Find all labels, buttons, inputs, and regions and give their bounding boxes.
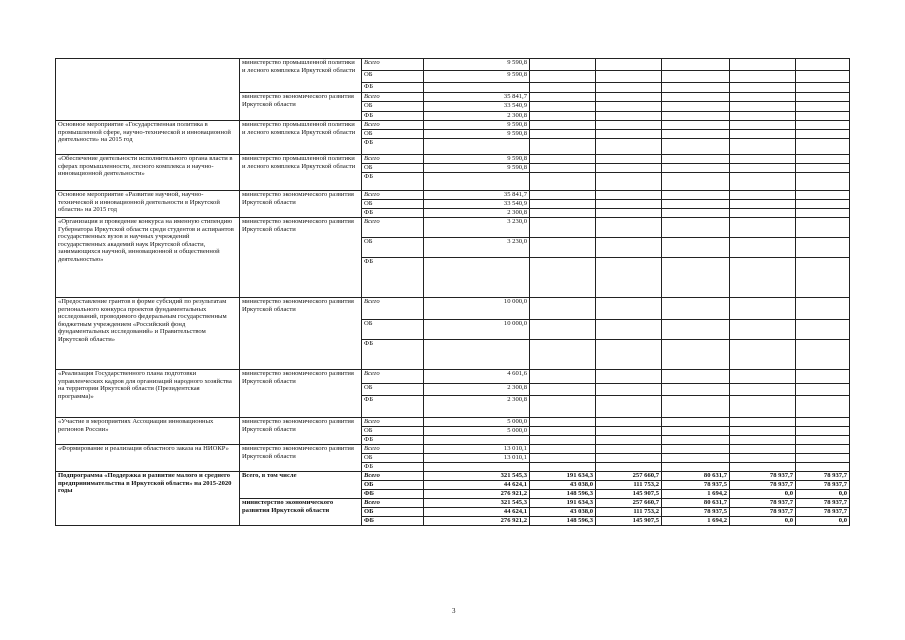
amount-cell xyxy=(796,218,850,238)
amount-cell xyxy=(662,83,730,93)
amount-cell xyxy=(796,139,850,155)
amount-cell: 0,0 xyxy=(730,490,796,499)
funding-source: ОБ xyxy=(362,320,424,340)
amount-cell: 35 841,7 xyxy=(424,93,530,102)
amount-cell xyxy=(424,83,530,93)
budget-table xyxy=(55,58,850,526)
amount-cell xyxy=(596,209,662,218)
amount-cell: 1 694,2 xyxy=(662,490,730,499)
amount-cell xyxy=(730,454,796,463)
amount-cell xyxy=(662,218,730,238)
amount-cell xyxy=(596,463,662,472)
amount-cell xyxy=(662,298,730,320)
amount-cell xyxy=(530,218,596,238)
amount-cell xyxy=(596,102,662,112)
amount-cell: 35 841,7 xyxy=(424,191,530,200)
amount-cell xyxy=(730,71,796,83)
amount-cell xyxy=(530,436,596,445)
amount-cell xyxy=(596,427,662,436)
amount-cell: 5 000,0 xyxy=(424,427,530,436)
amount-cell: 9 590,8 xyxy=(424,164,530,173)
amount-cell xyxy=(662,427,730,436)
funding-source: ФБ xyxy=(362,173,424,191)
amount-cell: 3 230,0 xyxy=(424,218,530,238)
amount-cell xyxy=(530,71,596,83)
amount-cell xyxy=(662,370,730,384)
amount-cell: 2 300,8 xyxy=(424,112,530,121)
responsible-executor: Всего, в том числе xyxy=(240,472,362,499)
amount-cell xyxy=(424,139,530,155)
amount-cell xyxy=(796,258,850,298)
amount-cell xyxy=(596,396,662,418)
amount-cell xyxy=(796,209,850,218)
amount-cell: 44 624,1 xyxy=(424,481,530,490)
amount-cell: 80 631,7 xyxy=(662,472,730,481)
amount-cell xyxy=(530,340,596,370)
amount-cell xyxy=(796,436,850,445)
amount-cell: 78 937,7 xyxy=(796,481,850,490)
funding-source: ОБ xyxy=(362,238,424,258)
amount-cell xyxy=(730,445,796,454)
funding-source: ОБ xyxy=(362,164,424,173)
amount-cell xyxy=(662,418,730,427)
amount-cell xyxy=(796,370,850,384)
funding-source: Всего xyxy=(362,298,424,320)
amount-cell xyxy=(662,384,730,396)
amount-cell xyxy=(796,298,850,320)
activity-description: Подпрограмма «Поддержка и развитие малого и среднего предпринимательства в Иркутской области» на 2015-2020 годы xyxy=(56,472,240,526)
amount-cell xyxy=(662,102,730,112)
responsible-executor: министерство экономического развития Иркутской области xyxy=(240,370,362,418)
amount-cell xyxy=(662,121,730,130)
amount-cell xyxy=(530,83,596,93)
amount-cell xyxy=(662,340,730,370)
amount-cell xyxy=(530,209,596,218)
amount-cell xyxy=(596,112,662,121)
amount-cell: 78 937,7 xyxy=(796,499,850,508)
table-row xyxy=(56,155,850,164)
funding-source: ФБ xyxy=(362,490,424,499)
amount-cell xyxy=(530,139,596,155)
amount-cell xyxy=(730,370,796,384)
amount-cell xyxy=(730,418,796,427)
amount-cell xyxy=(730,340,796,370)
amount-cell xyxy=(796,121,850,130)
amount-cell xyxy=(596,93,662,102)
amount-cell xyxy=(662,139,730,155)
amount-cell xyxy=(662,396,730,418)
amount-cell xyxy=(796,320,850,340)
table-row xyxy=(56,298,850,320)
amount-cell xyxy=(796,59,850,71)
funding-source: ОБ xyxy=(362,481,424,490)
funding-source: Всего xyxy=(362,59,424,71)
amount-cell xyxy=(730,173,796,191)
funding-source: ФБ xyxy=(362,340,424,370)
table-row xyxy=(56,218,850,238)
amount-cell: 0,0 xyxy=(730,517,796,526)
amount-cell xyxy=(730,191,796,200)
amount-cell xyxy=(530,454,596,463)
amount-cell xyxy=(796,427,850,436)
funding-source: ФБ xyxy=(362,517,424,526)
amount-cell: 78 937,7 xyxy=(730,508,796,517)
amount-cell xyxy=(530,200,596,209)
amount-cell: 3 230,0 xyxy=(424,238,530,258)
responsible-executor: министерство экономического развития Иркутской области xyxy=(240,191,362,218)
amount-cell xyxy=(662,445,730,454)
amount-cell: 191 634,3 xyxy=(530,472,596,481)
amount-cell xyxy=(730,396,796,418)
amount-cell: 5 000,0 xyxy=(424,418,530,427)
funding-source: Всего xyxy=(362,191,424,200)
amount-cell xyxy=(596,59,662,71)
amount-cell xyxy=(730,209,796,218)
amount-cell xyxy=(730,112,796,121)
amount-cell xyxy=(796,418,850,427)
amount-cell xyxy=(662,463,730,472)
funding-source: Всего xyxy=(362,121,424,130)
amount-cell xyxy=(530,384,596,396)
amount-cell: 9 590,8 xyxy=(424,155,530,164)
amount-cell xyxy=(730,155,796,164)
amount-cell xyxy=(596,445,662,454)
funding-source: Всего xyxy=(362,418,424,427)
amount-cell xyxy=(796,83,850,93)
amount-cell xyxy=(662,164,730,173)
amount-cell xyxy=(730,238,796,258)
amount-cell xyxy=(662,191,730,200)
amount-cell xyxy=(662,130,730,139)
amount-cell xyxy=(662,173,730,191)
amount-cell xyxy=(530,418,596,427)
responsible-executor: министерство промышленной политики и лесного комплекса Иркутской области xyxy=(240,59,362,93)
amount-cell xyxy=(530,238,596,258)
activity-description xyxy=(56,59,240,121)
amount-cell xyxy=(730,427,796,436)
funding-source: ОБ xyxy=(362,454,424,463)
amount-cell: 9 590,8 xyxy=(424,71,530,83)
amount-cell: 257 660,7 xyxy=(596,472,662,481)
amount-cell xyxy=(596,155,662,164)
amount-cell xyxy=(596,320,662,340)
amount-cell: 321 545,3 xyxy=(424,499,530,508)
funding-source: ОБ xyxy=(362,200,424,209)
amount-cell xyxy=(730,436,796,445)
amount-cell xyxy=(530,93,596,102)
amount-cell: 0,0 xyxy=(796,517,850,526)
amount-cell xyxy=(730,200,796,209)
amount-cell: 145 907,5 xyxy=(596,490,662,499)
amount-cell: 10 000,0 xyxy=(424,320,530,340)
amount-cell: 9 590,8 xyxy=(424,59,530,71)
amount-cell: 78 937,5 xyxy=(662,508,730,517)
amount-cell xyxy=(796,71,850,83)
activity-description: «Обеспечение деятельности исполнительного органа власти в сферах промышленности, лесного комплекса и научно-инновационной деятельности» xyxy=(56,155,240,191)
activity-description: «Реализация Государственного плана подготовки управленческих кадров для организаций народного хозяйства на территории Иркутской области (Президентская программа)» xyxy=(56,370,240,418)
amount-cell xyxy=(530,396,596,418)
amount-cell xyxy=(530,130,596,139)
table-row xyxy=(56,191,850,200)
funding-source: ОБ xyxy=(362,102,424,112)
funding-source: ФБ xyxy=(362,209,424,218)
amount-cell xyxy=(730,384,796,396)
funding-source: ОБ xyxy=(362,71,424,83)
amount-cell xyxy=(596,454,662,463)
amount-cell xyxy=(424,173,530,191)
amount-cell xyxy=(796,238,850,258)
amount-cell xyxy=(662,200,730,209)
amount-cell xyxy=(530,59,596,71)
amount-cell xyxy=(730,298,796,320)
amount-cell xyxy=(596,258,662,298)
amount-cell xyxy=(796,445,850,454)
table-row xyxy=(56,59,850,71)
amount-cell xyxy=(662,320,730,340)
amount-cell: 78 937,7 xyxy=(730,472,796,481)
responsible-executor: министерство экономического развития Иркутской области xyxy=(240,93,362,121)
amount-cell: 44 624,1 xyxy=(424,508,530,517)
amount-cell xyxy=(796,340,850,370)
table-row xyxy=(56,370,850,384)
funding-source: ОБ xyxy=(362,427,424,436)
amount-cell xyxy=(596,370,662,384)
amount-cell: 2 300,8 xyxy=(424,209,530,218)
amount-cell xyxy=(730,463,796,472)
amount-cell xyxy=(596,191,662,200)
responsible-executor: министерство экономического развития Иркутской области xyxy=(240,499,362,526)
funding-source: Всего xyxy=(362,218,424,238)
amount-cell xyxy=(530,164,596,173)
responsible-executor: министерство экономического развития Иркутской области xyxy=(240,418,362,445)
amount-cell xyxy=(796,130,850,139)
table-row xyxy=(56,121,850,130)
amount-cell xyxy=(662,209,730,218)
amount-cell xyxy=(596,418,662,427)
amount-cell: 111 753,2 xyxy=(596,508,662,517)
amount-cell xyxy=(530,112,596,121)
amount-cell xyxy=(596,200,662,209)
amount-cell xyxy=(596,173,662,191)
amount-cell xyxy=(796,93,850,102)
amount-cell xyxy=(730,164,796,173)
responsible-executor: министерство экономического развития Иркутской области xyxy=(240,218,362,298)
amount-cell: 80 631,7 xyxy=(662,499,730,508)
funding-source: ФБ xyxy=(362,112,424,121)
amount-cell: 13 010,1 xyxy=(424,445,530,454)
amount-cell xyxy=(662,155,730,164)
amount-cell xyxy=(530,258,596,298)
amount-cell xyxy=(730,218,796,238)
amount-cell xyxy=(796,173,850,191)
funding-source: Всего xyxy=(362,370,424,384)
amount-cell xyxy=(530,155,596,164)
amount-cell: 78 937,5 xyxy=(662,481,730,490)
amount-cell xyxy=(662,238,730,258)
amount-cell: 2 300,8 xyxy=(424,384,530,396)
activity-description: «Участие в мероприятиях Ассоциации инновационных регионов России» xyxy=(56,418,240,445)
amount-cell xyxy=(530,298,596,320)
amount-cell: 4 601,6 xyxy=(424,370,530,384)
amount-cell: 9 590,8 xyxy=(424,130,530,139)
amount-cell xyxy=(596,164,662,173)
amount-cell xyxy=(596,238,662,258)
amount-cell: 10 000,0 xyxy=(424,298,530,320)
funding-source: ОБ xyxy=(362,130,424,139)
activity-description: «Формирование и реализация областного заказа на НИОКР» xyxy=(56,445,240,472)
amount-cell xyxy=(796,463,850,472)
funding-source: Всего xyxy=(362,499,424,508)
amount-cell xyxy=(796,102,850,112)
funding-source: Всего xyxy=(362,155,424,164)
amount-cell: 33 540,9 xyxy=(424,102,530,112)
funding-source: ФБ xyxy=(362,463,424,472)
amount-cell xyxy=(662,258,730,298)
amount-cell xyxy=(662,112,730,121)
amount-cell xyxy=(596,71,662,83)
funding-source: Всего xyxy=(362,445,424,454)
activity-description: Основное мероприятие «Развитие научной, научно-технической и инновационной деятельности в Иркутской области» на 2015 год xyxy=(56,191,240,218)
amount-cell xyxy=(530,121,596,130)
amount-cell xyxy=(730,258,796,298)
amount-cell xyxy=(730,130,796,139)
amount-cell xyxy=(530,191,596,200)
amount-cell: 78 937,7 xyxy=(730,499,796,508)
amount-cell xyxy=(796,112,850,121)
amount-cell xyxy=(730,320,796,340)
page-number: 3 xyxy=(452,607,456,615)
amount-cell xyxy=(796,384,850,396)
amount-cell xyxy=(530,320,596,340)
amount-cell xyxy=(730,121,796,130)
amount-cell: 78 937,7 xyxy=(796,508,850,517)
amount-cell xyxy=(596,218,662,238)
table-row xyxy=(56,418,850,427)
amount-cell xyxy=(424,436,530,445)
activity-description: «Организация и проведение конкурса на именную стипендию Губернатора Иркутской области среди студентов и аспирантов государственных вузов и научных учреждений государственных академий наук Иркутской области, занимающихся научной, инновационной и общественной деятельностью» xyxy=(56,218,240,298)
amount-cell xyxy=(596,340,662,370)
amount-cell xyxy=(530,173,596,191)
amount-cell: 111 753,2 xyxy=(596,481,662,490)
amount-cell xyxy=(596,139,662,155)
amount-cell xyxy=(424,258,530,298)
responsible-executor: министерство экономического развития Иркутской области xyxy=(240,298,362,370)
funding-source: ОБ xyxy=(362,508,424,517)
amount-cell xyxy=(730,139,796,155)
amount-cell: 276 921,2 xyxy=(424,517,530,526)
amount-cell xyxy=(662,59,730,71)
amount-cell xyxy=(530,370,596,384)
amount-cell xyxy=(662,71,730,83)
amount-cell: 78 937,7 xyxy=(796,472,850,481)
amount-cell xyxy=(730,83,796,93)
amount-cell xyxy=(662,436,730,445)
amount-cell xyxy=(662,454,730,463)
responsible-executor: министерство экономического развития Иркутской области xyxy=(240,445,362,472)
responsible-executor: министерство промышленной политики и лесного комплекса Иркутской области xyxy=(240,121,362,155)
funding-source: ФБ xyxy=(362,258,424,298)
amount-cell xyxy=(796,454,850,463)
amount-cell xyxy=(530,427,596,436)
amount-cell: 321 545,3 xyxy=(424,472,530,481)
amount-cell: 13 010,1 xyxy=(424,454,530,463)
funding-source: ФБ xyxy=(362,83,424,93)
amount-cell xyxy=(530,463,596,472)
amount-cell xyxy=(596,130,662,139)
amount-cell xyxy=(796,164,850,173)
amount-cell xyxy=(530,445,596,454)
amount-cell xyxy=(530,102,596,112)
amount-cell xyxy=(596,436,662,445)
amount-cell: 2 300,8 xyxy=(424,396,530,418)
amount-cell xyxy=(424,340,530,370)
amount-cell: 276 921,2 xyxy=(424,490,530,499)
funding-source: ОБ xyxy=(362,384,424,396)
amount-cell: 191 634,3 xyxy=(530,499,596,508)
amount-cell xyxy=(596,121,662,130)
amount-cell: 148 596,3 xyxy=(530,517,596,526)
amount-cell xyxy=(596,384,662,396)
amount-cell: 43 038,0 xyxy=(530,481,596,490)
table-row xyxy=(56,472,850,481)
amount-cell: 0,0 xyxy=(796,490,850,499)
funding-source: Всего xyxy=(362,93,424,102)
amount-cell: 78 937,7 xyxy=(730,481,796,490)
funding-source: ФБ xyxy=(362,436,424,445)
amount-cell: 1 694,2 xyxy=(662,517,730,526)
amount-cell xyxy=(596,83,662,93)
funding-source: ФБ xyxy=(362,396,424,418)
budget-table-body xyxy=(56,59,850,526)
amount-cell: 33 540,9 xyxy=(424,200,530,209)
amount-cell xyxy=(796,396,850,418)
amount-cell xyxy=(424,463,530,472)
amount-cell: 148 596,3 xyxy=(530,490,596,499)
responsible-executor: министерство промышленной политики и лесного комплекса Иркутской области xyxy=(240,155,362,191)
amount-cell xyxy=(730,102,796,112)
funding-source: Всего xyxy=(362,472,424,481)
funding-source: ФБ xyxy=(362,139,424,155)
activity-description: «Предоставление грантов в форме субсидий по результатам регионального конкурса проектов фундаментальных исследований, проводимого федеральным государственным бюджетным учреждением «Российский фонд фундаментальных исследований» и Правительством Иркутской области» xyxy=(56,298,240,370)
amount-cell: 9 590,8 xyxy=(424,121,530,130)
amount-cell: 257 660,7 xyxy=(596,499,662,508)
amount-cell xyxy=(796,200,850,209)
amount-cell xyxy=(662,93,730,102)
amount-cell xyxy=(796,155,850,164)
amount-cell xyxy=(730,93,796,102)
amount-cell: 43 038,0 xyxy=(530,508,596,517)
amount-cell xyxy=(796,191,850,200)
amount-cell xyxy=(730,59,796,71)
amount-cell: 145 907,5 xyxy=(596,517,662,526)
table-row xyxy=(56,445,850,454)
activity-description: Основное мероприятие «Государственная политика в промышленной сфере, научно-технической и инновационной деятельности» на 2015 год xyxy=(56,121,240,155)
amount-cell xyxy=(596,298,662,320)
